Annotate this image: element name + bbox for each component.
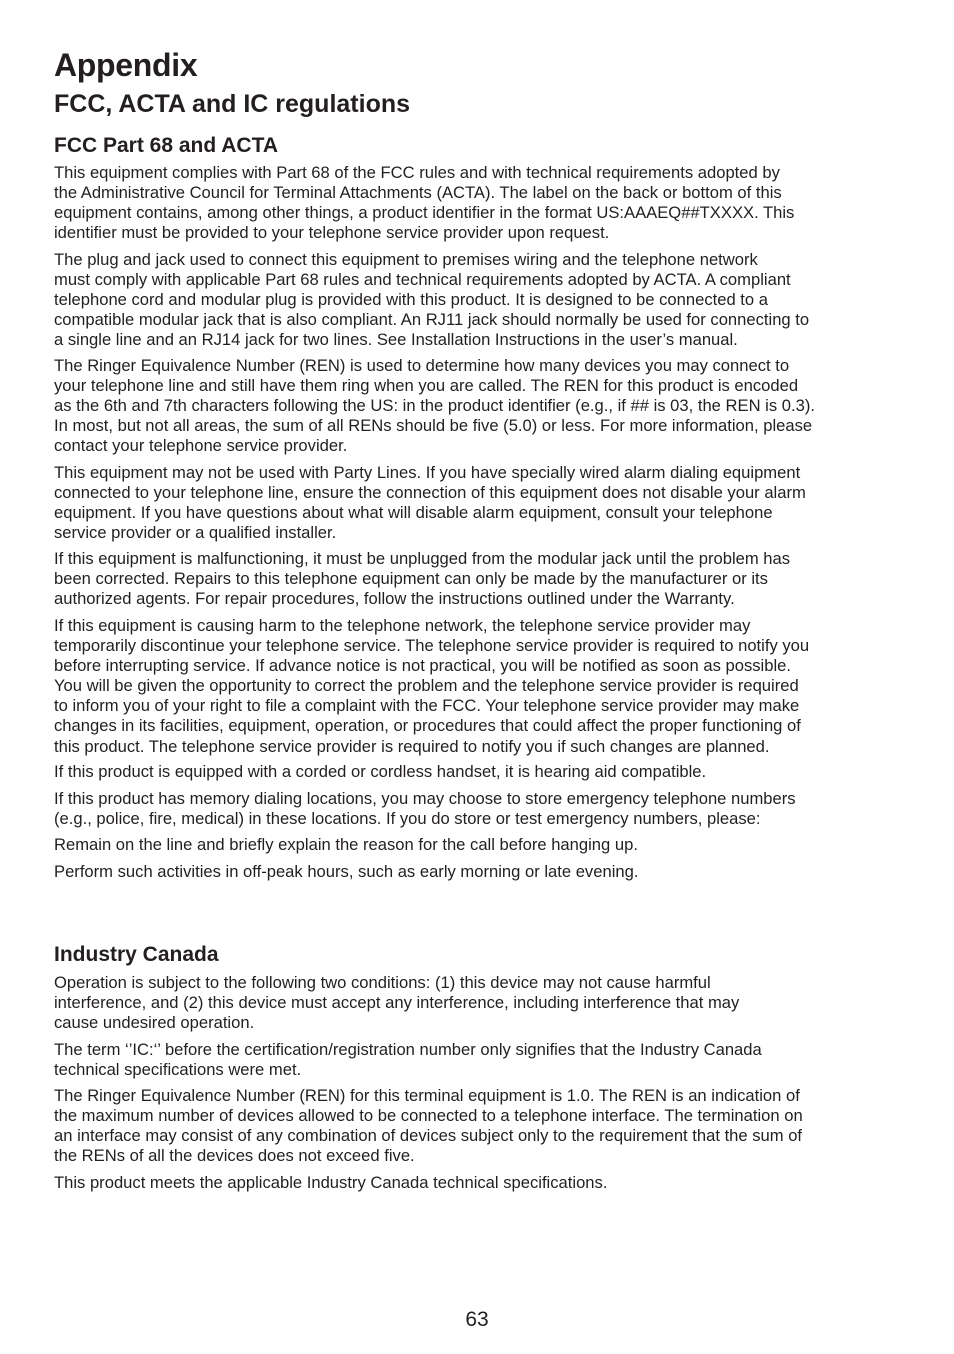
ic-heading: Industry Canada [54,943,219,966]
fcc-paragraph-7: If this product is equipped with a corded or cordless handset, it is hearing aid compatible. [54,762,707,781]
ic-paragraph-2: The term ‘’IC:‘’ before the certification/registration number only signifies that the Industry Canada technical specifications were met. [54,1040,762,1080]
ic-paragraph-4: This product meets the applicable Industry Canada technical specifications. [54,1173,608,1192]
fcc-paragraph-5: If this equipment is malfunctioning, it must be unplugged from the modular jack until the problem has been corrected. Repairs to this telephone equipment can only be made by the manufacturer or its authorized agents. For repair procedures, follow the instructions outlined under the Warranty. [54,549,791,609]
page-number: 63 [465,1308,489,1331]
page-subtitle: FCC, ACTA and IC regulations [54,90,411,118]
fcc-paragraph-9: Remain on the line and briefly explain the reason for the call before hanging up. [54,835,638,854]
fcc-paragraph-6: If this equipment is causing harm to the telephone network, the telephone service provider may temporarily discontinue your telephone service. The telephone service provider is required to notify you before interrupting service. If advance notice is not practical, you will be notified as soon as possible. You will be given the opportunity to correct the problem and the telephone service provider is required to inform you of your right to file a complaint with the FCC. Your telephone service provider may make changes in its facilities, equipment, operation, or procedures that could affect the proper functioning of this product. The telephone service provider is required to notify you if such changes are planned. [54,616,810,756]
page-title: Appendix [54,47,198,83]
fcc-heading: FCC Part 68 and ACTA [54,134,279,157]
fcc-paragraph-8: If this product has memory dialing locations, you may choose to store emergency telephone numbers (e.g., police, fire, medical) in these locations. If you do store or test emergency numbers, please: [54,789,796,829]
ic-paragraph-3: The Ringer Equivalence Number (REN) for this terminal equipment is 1.0. The REN is an indication of the maximum number of devices allowed to be connected to a telephone interface. The termination on an interface may consist of any combination of devices subject only to the requirement that the sum of the RENs of all the devices does not exceed five. [54,1086,803,1166]
fcc-paragraph-2: The plug and jack used to connect this equipment to premises wiring and the telephone network must comply with applicable Part 68 rules and technical requirements adopted by ACTA. A compliant telephone cord and modular plug is provided with this product. It is designed to be connected to a compatible modular jack that is also compliant. An RJ11 jack should normally be used for connecting to a single line and an RJ14 jack for two lines. See Installation Instructions in the user’s manual. [54,250,810,350]
ic-paragraph-1: Operation is subject to the following two conditions: (1) this device may not cause harmful interference, and (2) this device must accept any interference, including interference that may cause undesired operation. [54,973,740,1033]
fcc-paragraph-1: This equipment complies with Part 68 of the FCC rules and with technical requirements adopted by the Administrative Council for Terminal Attachments (ACTA). The label on the back or bottom of this equipment contains, among other things, a product identifier in the format US:AAAEQ##TXXXX. This identifier must be provided to your telephone service provider upon request. [54,163,795,243]
fcc-paragraph-3: The Ringer Equivalence Number (REN) is used to determine how many devices you may connect to your telephone line and still have them ring when you are called. The REN for this product is encoded as the 6th and 7th characters following the US: in the product identifier (e.g., if ## is 03, the REN is 0.3). In most, but not all areas, the sum of all RENs should be five (5.0) or less. For more information, please contact your telephone service provider. [54,356,815,456]
fcc-paragraph-10: Perform such activities in off-peak hours, such as early morning or late evening. [54,862,639,881]
fcc-paragraph-4: This equipment may not be used with Party Lines. If you have specially wired alarm dialing equipment connected to your telephone line, ensure the connection of this equipment does not disable your alarm equipment. If you have questions about what will disable alarm equipment, consult your telephone service provider or a qualified installer. [54,463,806,543]
